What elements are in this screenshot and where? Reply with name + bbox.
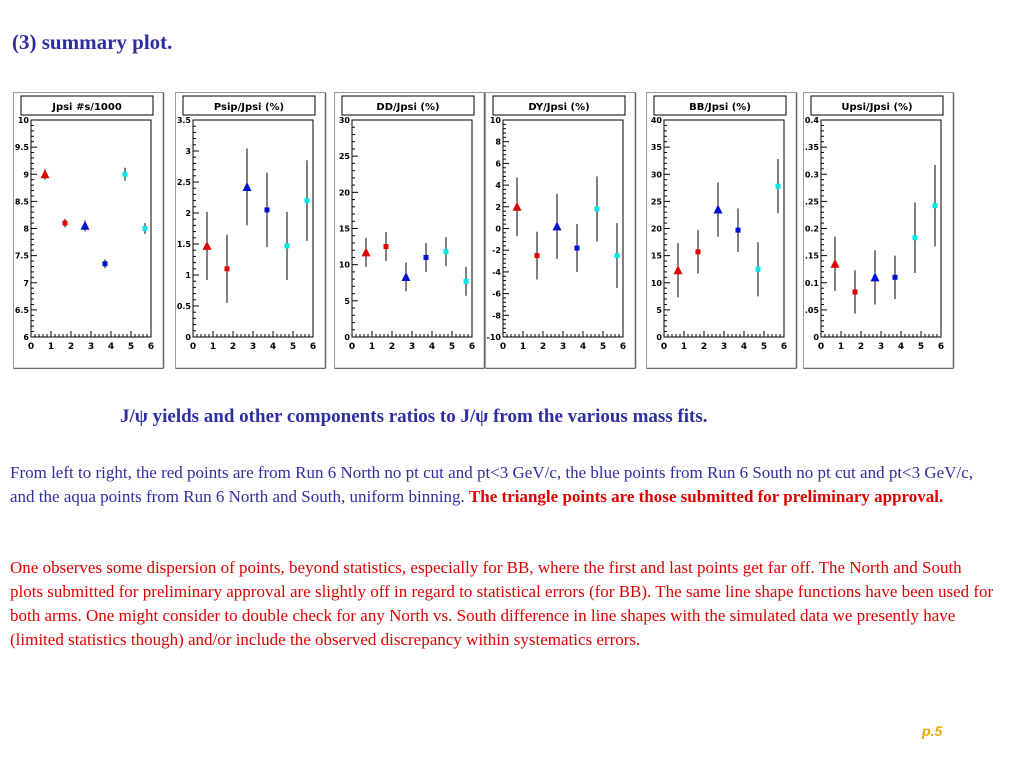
- y-tick-label: 2: [185, 209, 191, 218]
- y-tick-label: 0.3: [804, 170, 819, 180]
- chart-panel-4: [486, 93, 636, 369]
- x-tick-label: 5: [760, 342, 768, 352]
- y-tick-label: 25: [338, 152, 350, 162]
- data-point-5: [444, 249, 449, 254]
- x-tick-label: 1: [209, 342, 217, 352]
- y-tick-label: 6.5: [14, 305, 29, 315]
- y-tick-label: 40: [650, 116, 662, 125]
- x-tick-label: 1: [368, 342, 376, 352]
- y-tick-label: 0: [656, 333, 662, 342]
- x-tick-label: 1: [519, 342, 527, 352]
- data-point-2: [853, 289, 858, 294]
- data-point-2: [225, 266, 230, 271]
- x-tick-label: 0: [660, 342, 668, 352]
- figure-caption: J/ψ yields and other components ratios to J/ψ from the various mass fits.: [120, 406, 708, 427]
- x-tick-label: 4: [740, 342, 748, 352]
- x-tick-label: 0: [348, 342, 356, 352]
- data-point-4: [893, 275, 898, 280]
- x-tick-label: 4: [269, 342, 277, 352]
- x-tick-label: 0: [499, 342, 507, 352]
- y-tick-label: .35: [804, 143, 819, 153]
- y-tick-label: -6: [492, 289, 501, 299]
- x-tick-label: 6: [937, 342, 945, 352]
- y-tick-label: 1: [185, 271, 191, 280]
- chart-title: DD/Jpsi (%): [376, 102, 440, 113]
- data-point-2: [63, 221, 68, 226]
- y-tick-label: 7.5: [14, 251, 29, 261]
- data-point-4: [575, 246, 580, 251]
- y-tick-label: 9.5: [14, 143, 29, 153]
- x-tick-label: 6: [619, 342, 627, 352]
- y-tick-label: 3: [185, 147, 191, 156]
- y-tick-label: 15: [650, 251, 662, 261]
- y-tick-label: 4: [495, 181, 501, 191]
- y-tick-label: 6: [495, 159, 501, 169]
- data-point-6: [143, 226, 148, 231]
- x-tick-label: 6: [468, 342, 476, 352]
- page-title: (3) summary plot.: [12, 30, 173, 54]
- x-tick-label: 1: [680, 342, 688, 352]
- y-tick-label: -4: [492, 267, 501, 277]
- y-tick-label: 8: [495, 137, 501, 147]
- description-text: From left to right, the red points are from Run 6 North no pt cut and pt<3 GeV/c, the blue points from Run 6 South no pt cut and pt<3 GeV/c, and the aqua points from Run 6 North and South, uniform binning.: [10, 463, 973, 506]
- y-tick-label: 1.5: [176, 240, 191, 249]
- y-tick-label: 0.2: [804, 224, 819, 234]
- y-tick-label: 20: [650, 224, 662, 234]
- data-point-5: [756, 267, 761, 272]
- data-point-6: [464, 279, 469, 284]
- observation-paragraph: One observes some dispersion of points, beyond statistics, especially for BB, where the first and last points get far off. The North and South plots submitted for preliminary approval are slightly off in regard to statistical errors (for BB). The same line shape functions have been used for both arms. One might consider to double check for any North vs. South difference in line shapes with the simulated data we presently have (limited statistics though) and/or include the observed discrepancy within systematics errors.: [10, 558, 994, 649]
- data-point-2: [535, 253, 540, 258]
- x-tick-label: 2: [388, 342, 396, 352]
- y-tick-label: 0.1: [804, 278, 819, 288]
- data-point-5: [123, 172, 128, 177]
- x-tick-label: 6: [780, 342, 788, 352]
- y-tick-label: .25: [804, 197, 819, 207]
- x-tick-label: 5: [917, 342, 925, 352]
- x-tick-label: 2: [539, 342, 547, 352]
- plot-area: [664, 120, 784, 337]
- summary-plots: [13, 92, 957, 369]
- y-tick-label: 35: [650, 143, 662, 153]
- y-tick-label: 0: [185, 333, 191, 342]
- chart-panel-1: [14, 93, 164, 369]
- x-tick-label: 0: [27, 342, 35, 352]
- data-point-5: [595, 206, 600, 211]
- y-tick-label: 6: [23, 333, 29, 342]
- x-tick-label: 2: [857, 342, 865, 352]
- y-tick-label: 15: [338, 224, 350, 234]
- y-tick-label: 10: [489, 116, 501, 125]
- description-paragraph: [10, 461, 995, 509]
- y-tick-label: -10: [486, 333, 501, 342]
- x-tick-label: 4: [107, 342, 115, 352]
- plot-area: [503, 120, 623, 337]
- data-point-5: [913, 235, 918, 240]
- y-tick-label: 3.5: [176, 116, 191, 125]
- x-tick-label: 4: [579, 342, 587, 352]
- y-tick-label: 0: [495, 224, 501, 234]
- chart-title: Jpsi #s/1000: [52, 102, 122, 113]
- x-tick-label: 0: [817, 342, 825, 352]
- y-tick-label: .15: [804, 251, 819, 261]
- y-tick-label: 7: [23, 278, 29, 288]
- y-tick-label: 30: [338, 116, 350, 125]
- data-point-2: [384, 244, 389, 249]
- x-tick-label: 1: [47, 342, 55, 352]
- x-tick-label: 5: [289, 342, 297, 352]
- y-tick-label: 30: [650, 170, 662, 180]
- y-tick-label: -8: [492, 311, 501, 321]
- x-tick-label: 4: [428, 342, 436, 352]
- chart-title: Psip/Jpsi (%): [213, 102, 285, 113]
- y-tick-label: .05: [804, 305, 819, 315]
- y-tick-label: 25: [650, 197, 662, 207]
- y-tick-label: -2: [492, 246, 501, 256]
- data-point-6: [933, 203, 938, 208]
- summary-plots-svg: [13, 92, 957, 369]
- chart-title: DY/Jpsi (%): [528, 102, 590, 113]
- plot-area: [193, 120, 313, 337]
- plot-area: [31, 120, 151, 337]
- x-tick-label: 5: [448, 342, 456, 352]
- data-point-4: [736, 228, 741, 233]
- y-tick-label: 10: [17, 116, 29, 125]
- x-tick-label: 4: [897, 342, 905, 352]
- x-tick-label: 2: [229, 342, 237, 352]
- x-tick-label: 3: [720, 342, 728, 352]
- data-point-4: [424, 255, 429, 260]
- x-tick-label: 3: [249, 342, 257, 352]
- x-tick-label: 2: [700, 342, 708, 352]
- x-tick-label: 6: [147, 342, 155, 352]
- chart-panel-3: [335, 93, 485, 369]
- x-tick-label: 3: [87, 342, 95, 352]
- description-highlight: The triangle points are those submitted for preliminary approval.: [468, 487, 944, 506]
- y-tick-label: 5: [656, 305, 662, 315]
- data-point-2: [696, 249, 701, 254]
- y-tick-label: 0: [813, 333, 819, 342]
- chart-title: BB/Jpsi (%): [689, 102, 751, 113]
- y-tick-label: 8: [23, 224, 29, 234]
- data-point-6: [776, 184, 781, 189]
- y-tick-label: 0.5: [176, 302, 191, 311]
- data-point-4: [103, 261, 108, 266]
- x-tick-label: 5: [127, 342, 135, 352]
- y-tick-label: 8.5: [14, 197, 29, 207]
- chart-panel-2: [176, 93, 326, 369]
- x-tick-label: 5: [599, 342, 607, 352]
- y-tick-label: 10: [338, 260, 350, 270]
- x-tick-label: 2: [67, 342, 75, 352]
- data-point-6: [305, 198, 310, 203]
- data-point-6: [615, 253, 620, 258]
- y-tick-label: 5: [344, 296, 350, 306]
- chart-panel-6: [804, 93, 954, 369]
- plot-area: [821, 120, 941, 337]
- y-tick-label: 10: [650, 278, 662, 288]
- y-tick-label: 0.4: [804, 116, 819, 125]
- plot-area: [352, 120, 472, 337]
- y-tick-label: 20: [338, 188, 350, 198]
- page-number: p.5: [922, 723, 943, 739]
- y-tick-label: 2: [495, 202, 501, 212]
- chart-panel-5: [647, 93, 797, 369]
- x-tick-label: 3: [559, 342, 567, 352]
- data-point-5: [285, 243, 290, 248]
- x-tick-label: 1: [837, 342, 845, 352]
- x-tick-label: 3: [877, 342, 885, 352]
- x-tick-label: 0: [189, 342, 197, 352]
- chart-title: Upsi/Jpsi (%): [841, 102, 913, 113]
- data-point-4: [265, 207, 270, 212]
- y-tick-label: 0: [344, 333, 350, 342]
- y-tick-label: 2.5: [176, 178, 191, 187]
- y-tick-label: 9: [23, 170, 29, 180]
- x-tick-label: 3: [408, 342, 416, 352]
- x-tick-label: 6: [309, 342, 317, 352]
